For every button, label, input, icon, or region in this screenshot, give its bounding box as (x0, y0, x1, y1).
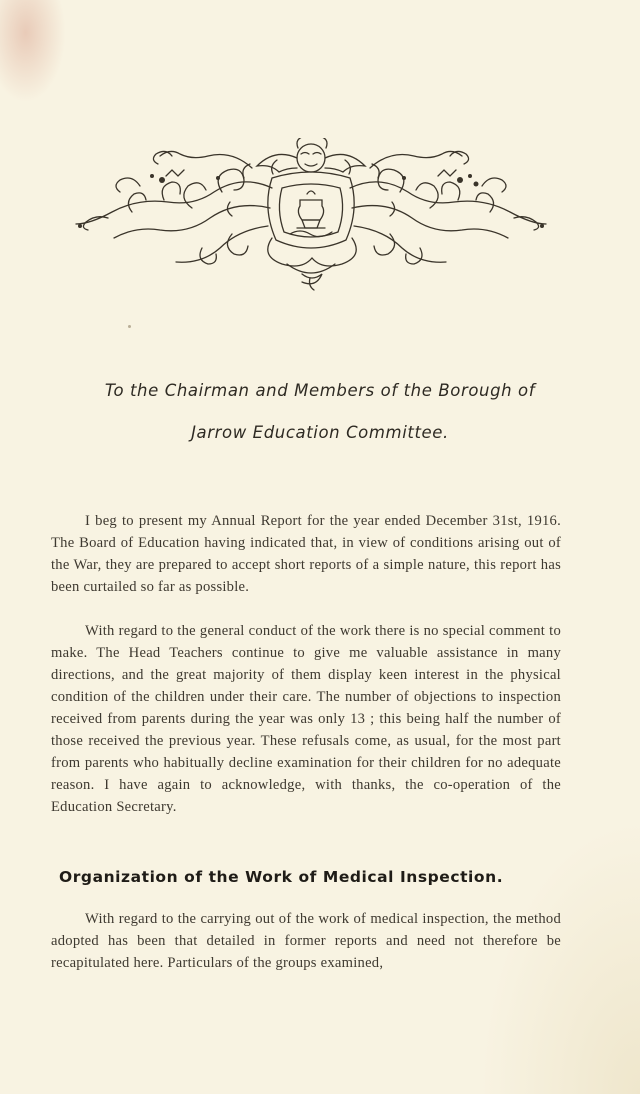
general-conduct-paragraph (51, 620, 561, 818)
cherub-scroll-ornament-icon (72, 138, 550, 298)
section-paragraph (51, 908, 561, 974)
section-paragraph-text: With regard to the carrying out of the work of medical inspection, the method adopted has been that detailed in former reports and need not therefore be recapitulated here. Particulars of the groups examined, (51, 911, 561, 971)
general-conduct-paragraph-text: With regard to the general conduct of the work there is no special comment to make. The Head Teachers continue to give me valuable assistance in many directions, and the great majority of them display keen interest in the physical condition of the children under their care. The number of objections to inspection received from parents during the year was only 13 ; this being half the number of those received the previous year. These refusals come, as usual, for the most part from parents who habitually decline examination for their children for no adequate reason. I have again to acknowledge, with thanks, the co-operation of the Education Secretary. (51, 623, 561, 815)
section-heading: Organization of the Work of Medical Inspection. (59, 868, 504, 886)
page-speck (128, 325, 131, 328)
intro-paragraph (51, 510, 561, 598)
address-line-1: To the Chairman and Members of the Borough of (104, 381, 536, 400)
intro-paragraph-text: I beg to present my Annual Report for the year ended December 31st, 1916. The Board of Education having indicated that, in view of conditions arising out of the War, they are prepared to accept short reports of a simple nature, this report has been curtailed so far as possible. (51, 513, 561, 595)
address-line-2: Jarrow Education Committee. (191, 423, 449, 442)
